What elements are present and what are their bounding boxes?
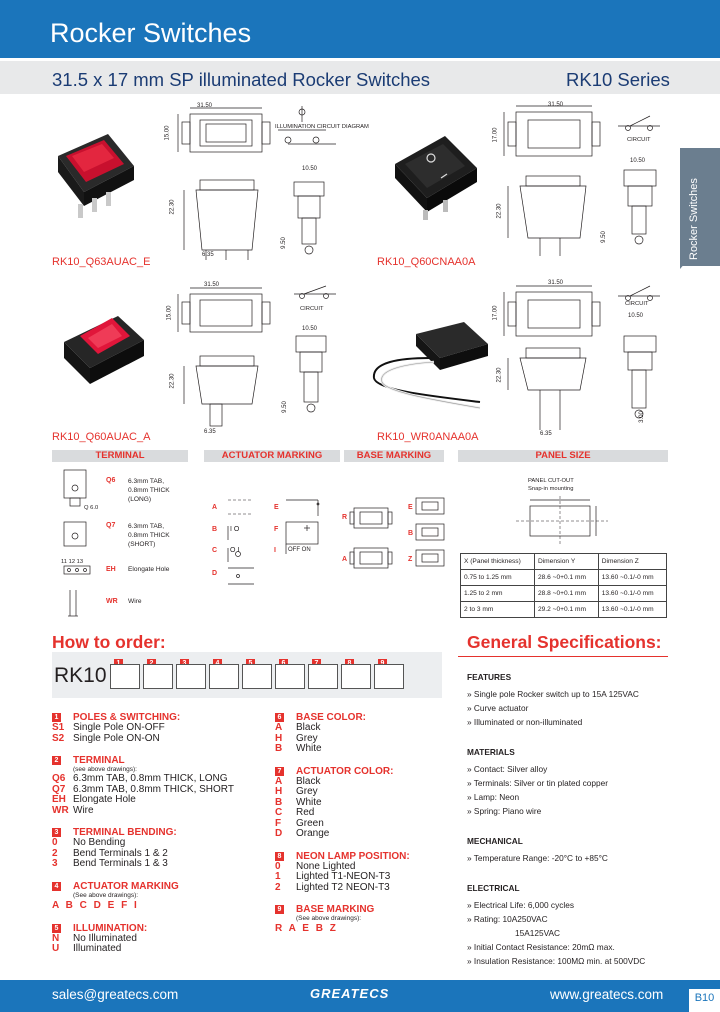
order-group	[275, 712, 445, 755]
order-group-note: (see above drawings):	[73, 766, 137, 773]
order-group-title: ILLUMINATION:	[73, 922, 148, 934]
order-slot[interactable]	[374, 664, 404, 689]
series-label: RK10 Series	[566, 69, 670, 90]
panel-snap-label: Snap-in mounting	[528, 486, 574, 492]
dim-tab-3: 10.50	[302, 326, 318, 332]
order-option	[275, 872, 445, 883]
order-option	[275, 744, 445, 755]
technical-drawing-4	[500, 280, 676, 440]
actuator-letter-d: D	[212, 570, 218, 577]
order-group-note: (See above drawings):	[73, 891, 139, 899]
table-header-row	[461, 554, 667, 570]
order-slot[interactable]	[176, 664, 206, 689]
spec-item: » Terminals: Silver or tin plated copper	[467, 778, 608, 788]
order-option	[52, 838, 267, 849]
option-desc: Black	[296, 722, 321, 733]
panel-cutout-drawing	[512, 494, 612, 546]
actuator-marking-drawings	[224, 496, 340, 588]
dim-depth-3: 22.30	[169, 373, 176, 389]
table-header: X (Panel thickness)	[461, 554, 535, 570]
order-option	[275, 723, 445, 734]
technical-drawing-3	[176, 280, 366, 440]
order-slot[interactable]	[242, 664, 272, 689]
terminal-code-q6: Q6	[106, 477, 116, 484]
terminal-code-wr: WR	[106, 598, 118, 605]
order-option	[52, 795, 267, 806]
order-group-title: NEON LAMP POSITION:	[296, 850, 410, 862]
option-desc: Illuminated	[73, 943, 122, 954]
order-option	[275, 829, 445, 840]
order-step-badge: 8	[275, 852, 284, 861]
option-code: 2	[52, 847, 58, 859]
circuit-label-2: CIRCUIT	[627, 137, 651, 143]
terminal-eh-numbers: 11 12 13	[61, 559, 84, 565]
order-slot[interactable]	[143, 664, 173, 689]
actuator-mark-b: I O	[230, 526, 240, 533]
spec-group	[467, 881, 677, 968]
order-slot[interactable]	[275, 664, 305, 689]
order-group-title: TERMINAL BENDING:	[73, 827, 177, 838]
option-code: EH	[52, 794, 66, 805]
spec-group	[467, 670, 677, 729]
dim-width-1: 31.50	[197, 103, 213, 109]
order-group	[275, 766, 445, 840]
dim-height-1: 15.00	[164, 125, 171, 141]
option-desc: Bend Terminals 1 & 3	[73, 858, 168, 869]
option-desc: Lighted T1-NEON-T3	[296, 871, 391, 882]
option-desc: Grey	[296, 786, 318, 797]
order-group-header	[52, 755, 267, 766]
product-photo-wire-switch	[370, 318, 492, 416]
spec-item: » Single pole Rocker switch up to 15A 125VAC	[467, 689, 639, 699]
table-cell: 28.8 ~0+0.1 mm	[534, 586, 598, 602]
order-step-badge: 9	[275, 905, 284, 914]
product-code-4: RK10_WR0ANAA0A	[377, 431, 479, 443]
order-options-right	[275, 712, 445, 946]
option-desc: Lighted T2 NEON-T3	[296, 881, 390, 893]
spec-title: General Specifications:	[467, 632, 662, 652]
actuator-letter-f: F	[274, 526, 279, 533]
panel-cutout-label: PANEL CUT-OUT	[528, 478, 574, 484]
order-option	[52, 944, 267, 955]
option-desc: No Bending	[73, 837, 126, 848]
option-code: 2	[275, 881, 281, 893]
option-code: 0	[52, 837, 58, 848]
order-group-header	[275, 904, 445, 915]
option-code: N	[52, 932, 60, 944]
table-cell: 0.75 to 1.25 mm	[461, 570, 535, 586]
order-option	[52, 859, 267, 870]
option-desc: Bend Terminals 1 & 2	[73, 847, 168, 859]
table-cell: 13.60 ~0.1/-0 mm	[598, 602, 666, 618]
dim-tab-1: 10.50	[302, 166, 318, 172]
dim-tab-length-3: 9.50	[281, 401, 288, 413]
table-cell: 1.25 to 2 mm	[461, 586, 535, 602]
dim-height-2: 17.00	[492, 127, 499, 143]
order-group	[275, 904, 445, 935]
brand-logo: GREATECS	[310, 986, 390, 1001]
actuator-letter-c: C	[212, 547, 218, 554]
option-desc: None Lighted	[296, 860, 356, 872]
actuator-letter-a: A	[212, 504, 218, 511]
option-desc: Green	[296, 817, 324, 829]
product-photo-black-circle	[385, 128, 481, 220]
option-code: D	[275, 828, 283, 839]
order-letters: A B C D E F I	[52, 899, 139, 911]
option-code: 1	[275, 871, 281, 882]
order-option	[52, 734, 267, 745]
spec-group-title: MATERIALS	[467, 747, 515, 757]
terminal-desc-q7: 6.3mm TAB, 0.8mm THICK (SHORT)	[128, 523, 170, 548]
table-cell: 29.2 ~0+0.1 mm	[534, 602, 598, 618]
option-code: U	[52, 943, 60, 954]
option-desc: White	[296, 796, 322, 808]
order-step-badge: 6	[275, 713, 284, 722]
terminal-code-q7: Q7	[106, 522, 116, 529]
spec-group-title: FEATURES	[467, 672, 512, 682]
dim-width-4: 31.50	[548, 280, 564, 286]
spec-item: » Rating: 10A250VAC	[467, 914, 548, 924]
circuit-label-3: CIRCUIT	[300, 306, 324, 312]
option-code: B	[275, 743, 283, 754]
section-actuator-marking: ACTUATOR MARKING	[204, 450, 340, 462]
order-option	[52, 806, 267, 817]
option-desc: 6.3mm TAB, 0.8mm THICK, SHORT	[73, 783, 234, 795]
option-code: WR	[52, 804, 69, 816]
order-step-badge: 4	[52, 882, 61, 891]
base-letter-z: Z	[408, 556, 413, 563]
footer	[0, 980, 720, 1012]
spec-item: 15A125VAC	[515, 928, 561, 938]
dim-width-2: 31.50	[548, 102, 564, 108]
option-desc: Red	[296, 807, 315, 818]
order-step-badge: 7	[275, 767, 284, 776]
product-code-1: RK10_Q63AUAC_E	[52, 256, 151, 268]
spec-item: » Insulation Resistance: 100MΩ min. at 500VDC	[467, 956, 646, 966]
dim-height-3: 15.00	[166, 305, 173, 321]
page-title: Rocker Switches	[50, 18, 252, 48]
option-code: 3	[52, 858, 58, 869]
actuator-mark-c: O I	[230, 547, 240, 554]
base-letter-b: B	[408, 530, 414, 537]
base-letter-r: R	[342, 514, 348, 521]
footer-website-link[interactable]: www.greatecs.com	[550, 987, 664, 1002]
order-group-header	[52, 881, 267, 892]
order-letters: R A E B Z	[275, 923, 338, 934]
spec-group-title: ELECTRICAL	[467, 883, 520, 893]
table-cell: 2 to 3 mm	[461, 602, 535, 618]
order-group-title: ACTUATOR MARKING	[73, 880, 179, 892]
base-marking-drawings	[348, 496, 448, 572]
option-code: H	[275, 786, 283, 797]
dim-pitch-4: 6.35	[540, 431, 552, 437]
table-row	[461, 602, 667, 618]
option-code: B	[275, 796, 283, 808]
order-group-header	[52, 923, 267, 934]
order-group	[275, 851, 445, 894]
option-code: Q7	[52, 783, 66, 795]
product-code-2: RK10_Q60CNAA0A	[377, 256, 476, 268]
option-desc: Single Pole ON-ON	[73, 732, 160, 744]
product-code-3: RK10_Q60AUAC_A	[52, 431, 151, 443]
dim-depth-4: 22.30	[496, 367, 503, 383]
howto-title: How to order:	[52, 632, 166, 652]
title-bar	[0, 0, 720, 58]
option-code: A	[275, 775, 283, 787]
table-header: Dimension Y	[534, 554, 598, 570]
terminal-drawings	[56, 466, 106, 620]
actuator-letter-e: E	[274, 504, 279, 511]
order-option	[275, 883, 445, 894]
dim-depth-1: 22.30	[169, 199, 176, 215]
order-group	[52, 755, 267, 816]
order-group	[52, 881, 267, 912]
order-group-header	[275, 851, 445, 862]
option-code: F	[275, 817, 282, 829]
order-group-note: (See above drawings):	[296, 915, 362, 922]
order-group-title: BASE MARKING	[296, 904, 375, 915]
order-options-left	[52, 712, 267, 966]
actuator-letter-b: B	[212, 526, 218, 533]
product-subtitle: 31.5 x 17 mm SP illuminated Rocker Switches	[52, 69, 431, 90]
product-photo-red-illuminated	[52, 126, 136, 222]
dim-height-4: 17.00	[492, 305, 499, 321]
footer-email-link[interactable]: sales@greatecs.com	[52, 987, 179, 1002]
order-option	[275, 808, 445, 819]
option-code: A	[275, 722, 283, 733]
table-cell: 28.6 ~0+0.1 mm	[534, 570, 598, 586]
terminal-desc-q6: 6.3mm TAB, 0.8mm THICK (LONG)	[128, 478, 170, 503]
option-desc: Orange	[296, 828, 330, 839]
order-group-title: BASE COLOR:	[296, 712, 366, 723]
table-cell: 13.60 ~0.1/-0 mm	[598, 570, 666, 586]
order-step-badge: 3	[52, 828, 61, 837]
side-tab-label: Rocker Switches	[688, 178, 700, 260]
spec-item: » Temperature Range: -20°C to +85°C	[467, 853, 608, 863]
dim-pitch-3: 6.35	[204, 429, 216, 435]
circuit-label-4: CIRCUIT	[625, 301, 649, 307]
spec-item: » Electrical Life: 6,000 cycles	[467, 900, 574, 910]
order-group	[52, 923, 267, 955]
product-photo-red-switch	[58, 306, 146, 392]
spec-item: » Curve actuator	[467, 703, 529, 713]
order-slot[interactable]	[209, 664, 239, 689]
technical-drawing-2	[500, 100, 676, 260]
option-desc: No Illuminated	[73, 932, 137, 944]
option-code: S2	[52, 732, 65, 744]
order-group-header	[275, 766, 445, 777]
option-code: 0	[275, 860, 281, 872]
section-terminal: TERMINAL	[52, 450, 188, 462]
option-desc: 6.3mm TAB, 0.8mm THICK, LONG	[73, 773, 228, 784]
subtitle-bar	[0, 58, 720, 94]
spec-group	[467, 745, 677, 818]
spec-group-title: MECHANICAL	[467, 836, 523, 846]
order-step-badge: 1	[52, 713, 61, 722]
order-group	[52, 712, 267, 744]
circuit-diagram-label-1: ILLUMINATION CIRCUIT DIAGRAM	[275, 124, 369, 130]
terminal-q6-hole-label: Q 6.0	[84, 505, 99, 511]
spec-list	[467, 670, 677, 984]
order-option	[52, 774, 267, 785]
spec-item: » Contact: Silver alloy	[467, 764, 548, 774]
table-row	[461, 586, 667, 602]
option-desc: Wire	[73, 804, 94, 816]
dim-tab-length-2: 9.50	[600, 231, 607, 243]
option-desc: Single Pole ON-OFF	[73, 722, 165, 733]
order-group-title: POLES & SWITCHING:	[73, 712, 181, 723]
dim-width-3: 31.50	[204, 282, 220, 288]
option-code: Q6	[52, 773, 66, 784]
option-code: S1	[52, 722, 65, 733]
dim-pitch-1: 6.35	[202, 252, 214, 258]
terminal-desc-eh: Elongate Hole	[128, 566, 170, 573]
table-row	[461, 570, 667, 586]
option-desc: Elongate Hole	[73, 794, 136, 805]
order-group-title: ACTUATOR COLOR:	[296, 765, 394, 777]
order-group	[52, 827, 267, 870]
section-base-marking: BASE MARKING	[344, 450, 444, 462]
terminal-desc-wr: Wire	[128, 598, 142, 605]
order-option	[275, 787, 445, 798]
spec-item: » Initial Contact Resistance: 20mΩ max.	[467, 942, 615, 952]
dim-tab-length-4: 3.00	[638, 411, 645, 423]
order-prefix: RK10	[54, 664, 107, 687]
dim-tab-4: 10.50	[628, 313, 644, 319]
base-letter-e: E	[408, 504, 413, 511]
order-group-title: TERMINAL	[73, 755, 125, 766]
dim-depth-2: 22.30	[496, 203, 503, 219]
terminal-code-eh: EH	[106, 566, 116, 573]
panel-size-table	[460, 553, 667, 618]
spec-group	[467, 834, 677, 865]
option-desc: White	[296, 743, 322, 754]
table-header: Dimension Z	[598, 554, 666, 570]
table-cell: 13.60 ~0.1/-0 mm	[598, 586, 666, 602]
spec-item: » Lamp: Neon	[467, 792, 520, 802]
base-letter-a: A	[342, 556, 348, 563]
actuator-letter-i: I	[274, 547, 276, 554]
dim-tab-length-1: 9.50	[280, 237, 287, 249]
page-number: B10	[689, 989, 720, 1012]
order-slot[interactable]	[308, 664, 338, 689]
spec-item: » Illuminated or non-illuminated	[467, 717, 583, 727]
order-option	[52, 723, 267, 734]
side-tab-arrow-icon	[676, 255, 686, 269]
order-slot[interactable]	[341, 664, 371, 689]
option-desc: Black	[296, 775, 321, 787]
order-step-badge: 2	[52, 756, 61, 765]
order-slot[interactable]	[110, 664, 140, 689]
actuator-mark-f: OFF ON	[288, 547, 311, 553]
option-desc: Grey	[296, 732, 318, 744]
side-tab	[680, 148, 720, 266]
option-code: C	[275, 807, 283, 818]
option-code: H	[275, 732, 283, 744]
section-panel-size: PANEL SIZE	[458, 450, 668, 462]
spec-item: » Spring: Piano wire	[467, 806, 542, 816]
dim-tab-2: 10.50	[630, 158, 646, 164]
order-step-badge: 5	[52, 924, 61, 933]
